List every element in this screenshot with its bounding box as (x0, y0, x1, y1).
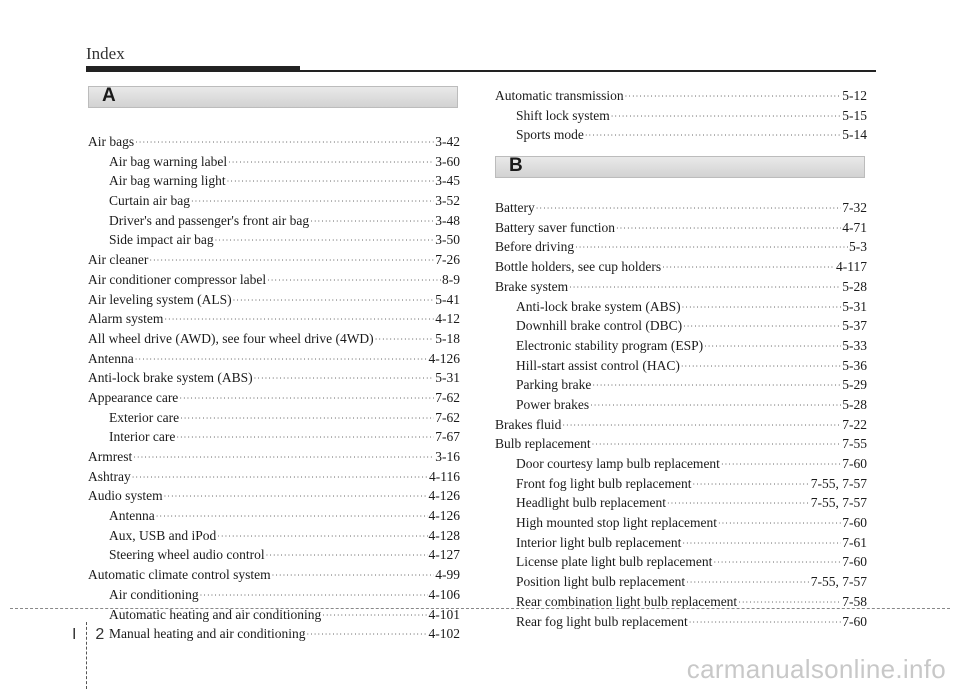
index-entry[interactable] (495, 415, 867, 435)
index-subentry[interactable] (495, 474, 867, 494)
watermark: carmanualsonline.info (686, 654, 946, 684)
entry-label: Antenna (88, 350, 134, 366)
entry-label: Curtain air bag (109, 193, 190, 209)
index-subentry[interactable] (88, 408, 460, 428)
entry-label: Appearance care (88, 389, 179, 405)
index-subentry[interactable] (495, 375, 867, 395)
entry-label: High mounted stop light replacement (516, 515, 717, 531)
entry-label: Aux, USB and iPod (109, 527, 217, 543)
index-subentry[interactable] (495, 572, 867, 592)
dot-leader (738, 593, 841, 613)
dot-leader (704, 337, 841, 357)
index-subentry[interactable] (88, 585, 460, 605)
dot-leader (217, 527, 427, 547)
index-entry[interactable] (88, 132, 460, 152)
section-header-a (88, 86, 458, 108)
entry-label: License plate light bulb replacement (516, 554, 713, 570)
entry-page-ref: 8-9 (442, 271, 460, 287)
entry-page-ref: 4-99 (435, 567, 460, 583)
entry-page-ref: 5-28 (842, 396, 867, 412)
entry-page-ref: 4-128 (428, 527, 460, 543)
entry-page-ref: 7-60 (842, 456, 867, 471)
entry-label: Interior care (109, 429, 176, 445)
entry-label: Headlight bulb replacement (516, 495, 666, 511)
index-entry[interactable] (495, 237, 867, 257)
entry-page-ref: 7-55, 7-57 (810, 475, 867, 491)
index-list-b (495, 198, 867, 631)
dot-leader (215, 231, 435, 251)
entry-label: Battery saver function (495, 219, 615, 235)
entry-page-ref: 3-48 (435, 212, 460, 228)
entry-label: Before driving (495, 239, 575, 255)
entry-label: Downhill brake control (DBC) (516, 318, 683, 334)
section-letter: B (509, 155, 523, 177)
dot-leader (149, 251, 434, 271)
entry-page-ref: 4-102 (428, 626, 460, 642)
dot-leader (585, 126, 841, 146)
entry-page-ref: 7-60 (842, 515, 867, 531)
dot-leader (692, 475, 809, 495)
index-subentry[interactable] (495, 493, 867, 513)
dot-leader (682, 298, 842, 318)
dot-leader (176, 428, 434, 448)
index-list-a (88, 132, 460, 644)
entry-label: Air cleaner (88, 252, 149, 268)
dot-leader (267, 271, 441, 291)
entry-page-ref: 5-36 (842, 357, 867, 373)
page-title: Index (86, 44, 125, 63)
entry-page-ref: 5-33 (842, 337, 867, 353)
entry-page-ref: 7-67 (435, 429, 460, 445)
entry-page-ref: 4-101 (428, 606, 460, 622)
entry-label: Parking brake (516, 377, 592, 393)
index-entry[interactable] (495, 86, 867, 106)
dot-leader (254, 369, 435, 389)
entry-page-ref: 5-28 (842, 278, 867, 294)
index-subentry[interactable] (88, 230, 460, 250)
dot-leader (133, 448, 434, 468)
entry-label: Side impact air bag (109, 232, 214, 248)
dot-leader (306, 625, 427, 645)
index-entry[interactable] (88, 349, 460, 369)
entry-page-ref: 5-14 (842, 127, 867, 143)
index-entry[interactable] (495, 277, 867, 297)
dot-leader (611, 107, 842, 127)
dot-leader (681, 357, 841, 377)
entry-label: Rear fog light bulb replacement (516, 613, 688, 629)
dot-leader (536, 199, 842, 219)
entry-label: Anti-lock brake system (ABS) (516, 298, 681, 314)
index-entry[interactable] (88, 467, 460, 487)
dot-leader (718, 514, 841, 534)
entry-label: Air bag warning label (109, 153, 228, 169)
section-header-b (495, 156, 865, 178)
entry-label: Armrest (88, 449, 133, 464)
dot-leader (592, 435, 842, 455)
index-entry[interactable] (88, 329, 460, 349)
dot-leader (682, 534, 841, 554)
entry-page-ref: 7-61 (842, 534, 867, 550)
entry-label: Air bag warning light (109, 173, 226, 189)
index-entry[interactable] (88, 447, 460, 467)
dot-leader (156, 507, 428, 527)
dot-leader (233, 291, 435, 311)
dot-leader (713, 553, 841, 573)
index-subentry[interactable] (495, 513, 867, 533)
dot-leader (592, 376, 841, 396)
index-subentry[interactable] (495, 125, 867, 145)
entry-label: Ashtray (88, 468, 131, 484)
entry-label: Hill-start assist control (HAC) (516, 357, 680, 373)
dot-leader (683, 317, 841, 337)
entry-page-ref: 4-126 (428, 508, 460, 524)
dot-leader (228, 153, 434, 173)
dot-leader (667, 494, 810, 514)
index-entry[interactable] (88, 270, 460, 290)
dot-leader (310, 212, 434, 232)
index-subentry[interactable] (88, 526, 460, 546)
index-subentry[interactable] (495, 106, 867, 126)
index-entry[interactable] (495, 198, 867, 218)
entry-page-ref: 3-50 (435, 232, 460, 248)
page-section: I (72, 626, 77, 643)
entry-label: Antenna (109, 508, 155, 524)
entry-label: Exterior care (109, 409, 180, 425)
index-entry[interactable] (88, 368, 460, 388)
entry-label: Sports mode (516, 127, 584, 143)
index-entry[interactable] (88, 250, 460, 270)
entry-label: Automatic climate control system (88, 567, 271, 583)
entry-page-ref: 5-12 (842, 88, 867, 103)
entry-label: Bottle holders, see cup holders (495, 259, 662, 275)
entry-label: Rear combination light bulb replacement (516, 593, 738, 609)
dot-leader (266, 546, 428, 566)
index-entry[interactable] (495, 434, 867, 454)
entry-page-ref: 7-62 (435, 409, 460, 425)
dot-leader (616, 219, 841, 239)
entry-label: Brakes fluid (495, 416, 562, 432)
index-entry[interactable] (495, 218, 867, 238)
entry-page-ref: 7-26 (435, 252, 460, 268)
entry-page-ref: 7-58 (842, 593, 867, 609)
entry-page-ref: 4-71 (842, 219, 867, 235)
dot-leader (569, 278, 841, 298)
entry-page-ref: 7-62 (435, 389, 460, 405)
entry-page-ref: 5-41 (435, 291, 460, 307)
dot-leader (179, 389, 434, 409)
entry-label: Manual heating and air conditioning (109, 626, 306, 642)
entry-page-ref: 7-55, 7-57 (810, 495, 867, 511)
entry-label: Air leveling system (ALS) (88, 291, 232, 307)
entry-page-ref: 5-31 (435, 370, 460, 386)
dot-leader (135, 350, 428, 370)
dot-leader (575, 238, 848, 258)
index-entry[interactable] (88, 486, 460, 506)
index-list-a-continued (495, 86, 867, 145)
entry-page-ref: 3-45 (435, 173, 460, 189)
footer-rule (10, 608, 950, 609)
index-subentry[interactable] (495, 395, 867, 415)
entry-page-ref: 4-126 (428, 350, 460, 366)
index-subentry[interactable] (88, 171, 460, 191)
index-subentry[interactable] (88, 427, 460, 447)
dot-leader (689, 613, 842, 633)
entry-page-ref: 5-29 (842, 377, 867, 393)
entry-label: Position light bulb replacement (516, 574, 686, 590)
index-subentry[interactable] (88, 211, 460, 231)
entry-label: Alarm system (88, 311, 164, 327)
entry-label: Door courtesy lamp bulb replacement (516, 456, 720, 471)
index-subentry[interactable] (88, 545, 460, 565)
index-subentry[interactable] (88, 191, 460, 211)
dot-leader (132, 468, 428, 488)
entry-label: Interior light bulb replacement (516, 534, 682, 550)
index-entry[interactable] (88, 565, 460, 585)
entry-label: Automatic transmission (495, 88, 624, 103)
dot-leader (191, 192, 434, 212)
index-subentry[interactable] (495, 316, 867, 336)
entry-page-ref: 3-16 (435, 449, 460, 464)
entry-page-ref: 5-37 (842, 318, 867, 334)
entry-label: Audio system (88, 488, 163, 504)
entry-page-ref: 5-31 (842, 298, 867, 314)
entry-label: Power brakes (516, 396, 590, 412)
entry-page-ref: 4-127 (428, 547, 460, 563)
index-subentry[interactable] (495, 612, 867, 632)
index-subentry[interactable] (495, 552, 867, 572)
entry-page-ref: 4-117 (836, 259, 867, 275)
entry-page-ref: 7-32 (842, 200, 867, 216)
entry-label: Steering wheel audio control (109, 547, 265, 563)
dot-leader (164, 310, 434, 330)
entry-label: Front fog light bulb replacement (516, 475, 692, 491)
dot-leader (625, 87, 842, 107)
dot-leader (375, 330, 435, 350)
index-entry[interactable] (88, 388, 460, 408)
entry-label: Anti-lock brake system (ABS) (88, 370, 253, 386)
index-subentry[interactable] (88, 152, 460, 172)
entry-label: Bulb replacement (495, 436, 591, 452)
index-column-right (495, 86, 867, 631)
entry-label: Brake system (495, 278, 569, 294)
entry-label: Air conditioner compressor label (88, 271, 267, 287)
entry-label: Air conditioning (109, 586, 199, 602)
page-num: 2 (95, 626, 105, 643)
entry-label: Driver's and passenger's front air bag (109, 212, 310, 228)
dot-leader (686, 573, 810, 593)
index-entry[interactable] (88, 309, 460, 329)
entry-page-ref: 4-116 (429, 468, 460, 484)
dot-leader (164, 487, 428, 507)
index-subentry[interactable] (88, 624, 460, 644)
entry-page-ref: 5-15 (842, 107, 867, 123)
index-subentry[interactable] (495, 336, 867, 356)
dot-leader (562, 416, 841, 436)
entry-label: Electronic stability program (ESP) (516, 337, 704, 353)
index-subentry[interactable] (495, 454, 867, 474)
index-entry[interactable] (495, 257, 867, 277)
entry-page-ref: 7-55 (842, 436, 867, 452)
entry-label: All wheel drive (AWD), see four wheel drive (4WD) (88, 330, 374, 346)
page-number (72, 626, 104, 644)
section-letter: A (102, 85, 116, 106)
entry-page-ref: 3-52 (435, 193, 460, 209)
index-subentry[interactable] (88, 506, 460, 526)
entry-page-ref: 7-60 (842, 554, 867, 570)
entry-page-ref: 3-42 (435, 134, 460, 149)
header-rule (86, 70, 876, 72)
entry-page-ref: 4-106 (428, 586, 460, 602)
entry-label: Battery (495, 200, 535, 216)
entry-label: Air bags (88, 134, 135, 149)
dot-leader (272, 566, 435, 586)
index-column-left (88, 86, 460, 644)
dot-leader (721, 455, 841, 475)
entry-page-ref: 7-55, 7-57 (810, 574, 867, 590)
index-subentry[interactable] (495, 533, 867, 553)
entry-page-ref: 4-126 (428, 488, 460, 504)
dot-leader (590, 396, 841, 416)
entry-label: Shift lock system (516, 107, 610, 123)
entry-page-ref: 4-12 (435, 311, 460, 327)
index-subentry[interactable] (495, 297, 867, 317)
entry-page-ref: 5-3 (849, 239, 867, 255)
entry-page-ref: 3-60 (435, 153, 460, 169)
dot-leader (135, 133, 434, 153)
entry-page-ref: 7-22 (842, 416, 867, 432)
dot-leader (662, 258, 835, 278)
index-subentry[interactable] (495, 356, 867, 376)
dot-leader (180, 409, 434, 429)
index-entry[interactable] (88, 290, 460, 310)
entry-page-ref: 7-60 (842, 613, 867, 629)
entry-label: Automatic heating and air conditioning (109, 606, 322, 622)
entry-page-ref: 5-18 (435, 330, 460, 346)
dot-leader (227, 172, 435, 192)
dot-leader (200, 586, 428, 606)
